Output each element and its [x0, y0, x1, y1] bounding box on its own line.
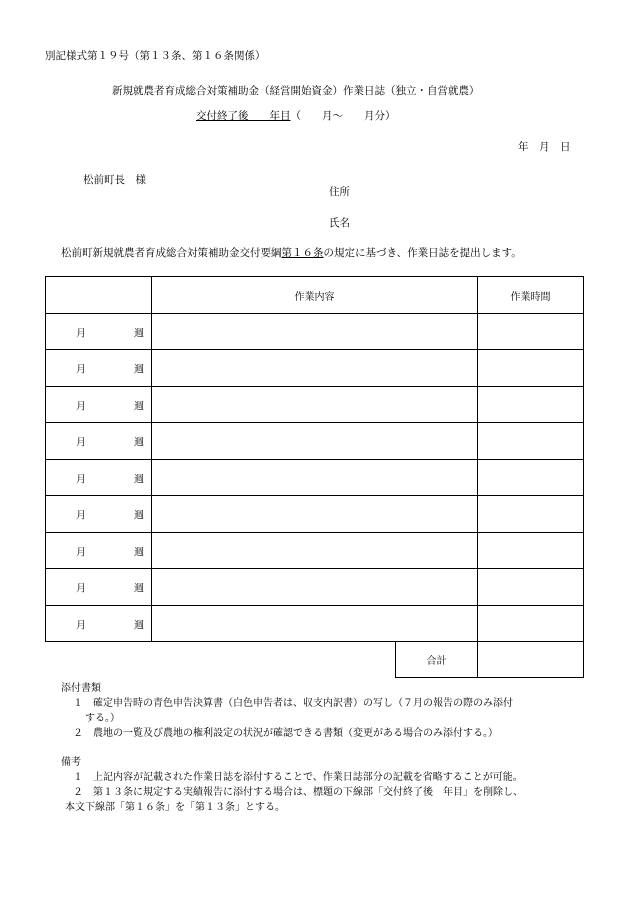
attachment-item-2: ２ 農地の一覧及び農地の権利設定の状況が確認できる書類（変更がある場合のみ添付する。）	[73, 728, 498, 739]
table-row	[46, 460, 584, 496]
attachments-heading: 添付書類	[61, 683, 101, 694]
table-row	[46, 387, 584, 423]
table-row	[46, 533, 584, 569]
work-time-cell[interactable]	[478, 350, 584, 387]
work-time-cell[interactable]	[478, 569, 584, 606]
period-cell[interactable]	[46, 569, 152, 606]
address-label: 住所	[329, 186, 350, 198]
period-underlined: 交付終了後 年目	[196, 110, 291, 122]
total-time-cell[interactable]	[478, 642, 584, 678]
remarks-section	[61, 755, 523, 815]
work-content-cell[interactable]	[152, 606, 478, 642]
total-spacer	[46, 642, 152, 678]
table-row	[46, 569, 584, 606]
name-label: 氏名	[329, 217, 350, 229]
table-row	[46, 314, 584, 350]
intro-after: の規定に基づき、作業日誌を提出します。	[323, 247, 522, 259]
period-cell[interactable]	[46, 496, 152, 533]
work-content-cell[interactable]	[152, 423, 478, 460]
work-time-cell[interactable]	[478, 423, 584, 460]
month-label: 月	[76, 364, 86, 376]
reporting-period	[196, 108, 396, 123]
month-label: 月	[76, 474, 86, 485]
week-label: 週	[134, 547, 144, 558]
work-time-cell[interactable]	[478, 314, 584, 350]
month-label: 月	[76, 328, 86, 339]
month-label: 月	[76, 437, 86, 449]
remark-item-2-cont: 本文下線部「第１６条」を「第１３条」とする。	[65, 802, 285, 813]
table-row	[46, 606, 584, 642]
week-label: 週	[134, 328, 144, 339]
intro-before: 松前町新規就農者育成総合対策補助金交付要綱	[61, 247, 282, 259]
table-row	[46, 496, 584, 533]
work-content-cell[interactable]	[152, 496, 478, 533]
remarks-heading: 備考	[61, 757, 81, 768]
period-cell[interactable]	[46, 314, 152, 350]
work-time-cell[interactable]	[478, 387, 584, 423]
month-label: 月	[76, 620, 86, 631]
work-content-cell[interactable]	[152, 350, 478, 387]
table-row	[46, 423, 584, 460]
week-label: 週	[134, 437, 144, 449]
month-label: 月	[76, 510, 86, 522]
week-label: 週	[134, 583, 144, 595]
month-label: 月	[76, 583, 86, 595]
week-label: 週	[134, 510, 144, 522]
work-content-cell[interactable]	[152, 314, 478, 350]
work-content-cell[interactable]	[152, 569, 478, 606]
week-label: 週	[134, 401, 144, 412]
remark-item-1: １ 上記内容が記載された作業日誌を添付することで、作業日誌部分の記載を省略することが可能。	[73, 772, 523, 783]
header-work-content: 作業内容	[152, 277, 478, 314]
submission-date: 年 月 日	[518, 141, 571, 153]
header-period-cell	[46, 277, 152, 314]
work-time-cell[interactable]	[478, 533, 584, 569]
table-header-row	[46, 277, 584, 314]
work-time-cell[interactable]	[478, 606, 584, 642]
month-label: 月	[76, 401, 86, 412]
work-content-cell[interactable]	[152, 387, 478, 423]
period-cell[interactable]	[46, 387, 152, 423]
total-label: 合計	[396, 642, 478, 678]
attachments-section	[61, 681, 513, 741]
week-label: 週	[134, 364, 144, 376]
total-spacer	[152, 642, 396, 678]
intro-text	[61, 245, 522, 260]
attachment-item-1: １ 確定申告時の青色申告決算書（白色申告者は、収支内訳書）の写し（７月の報告の際のみ添付	[73, 698, 513, 709]
period-cell[interactable]	[46, 533, 152, 569]
period-months: （ 月～ 月分）	[290, 110, 396, 122]
work-content-cell[interactable]	[152, 533, 478, 569]
work-log-table	[45, 276, 584, 678]
header-work-time: 作業時間	[478, 277, 584, 314]
attachment-item-1-cont: する。）	[85, 713, 120, 724]
period-cell[interactable]	[46, 423, 152, 460]
intro-article: 第１６条	[281, 247, 324, 259]
form-reference: 別記様式第１９号（第１３条、第１６条関係）	[45, 50, 266, 62]
work-content-cell[interactable]	[152, 460, 478, 496]
week-label: 週	[134, 474, 144, 485]
work-time-cell[interactable]	[478, 460, 584, 496]
table-row	[46, 350, 584, 387]
remark-item-2: ２ 第１３条に規定する実績報告に添付する場合は、標題の下線部「交付終了後 年目」を削除し、	[73, 787, 523, 798]
addressee: 松前町長 様	[83, 174, 146, 186]
period-cell[interactable]	[46, 460, 152, 496]
week-label: 週	[134, 620, 144, 631]
page-title: 新規就農者育成総合対策補助金（経営開始資金）作業日誌（独立・自営就農）	[112, 85, 480, 97]
period-cell[interactable]	[46, 350, 152, 387]
month-label: 月	[76, 547, 86, 558]
work-time-cell[interactable]	[478, 496, 584, 533]
period-cell[interactable]	[46, 606, 152, 642]
total-row	[46, 642, 584, 678]
